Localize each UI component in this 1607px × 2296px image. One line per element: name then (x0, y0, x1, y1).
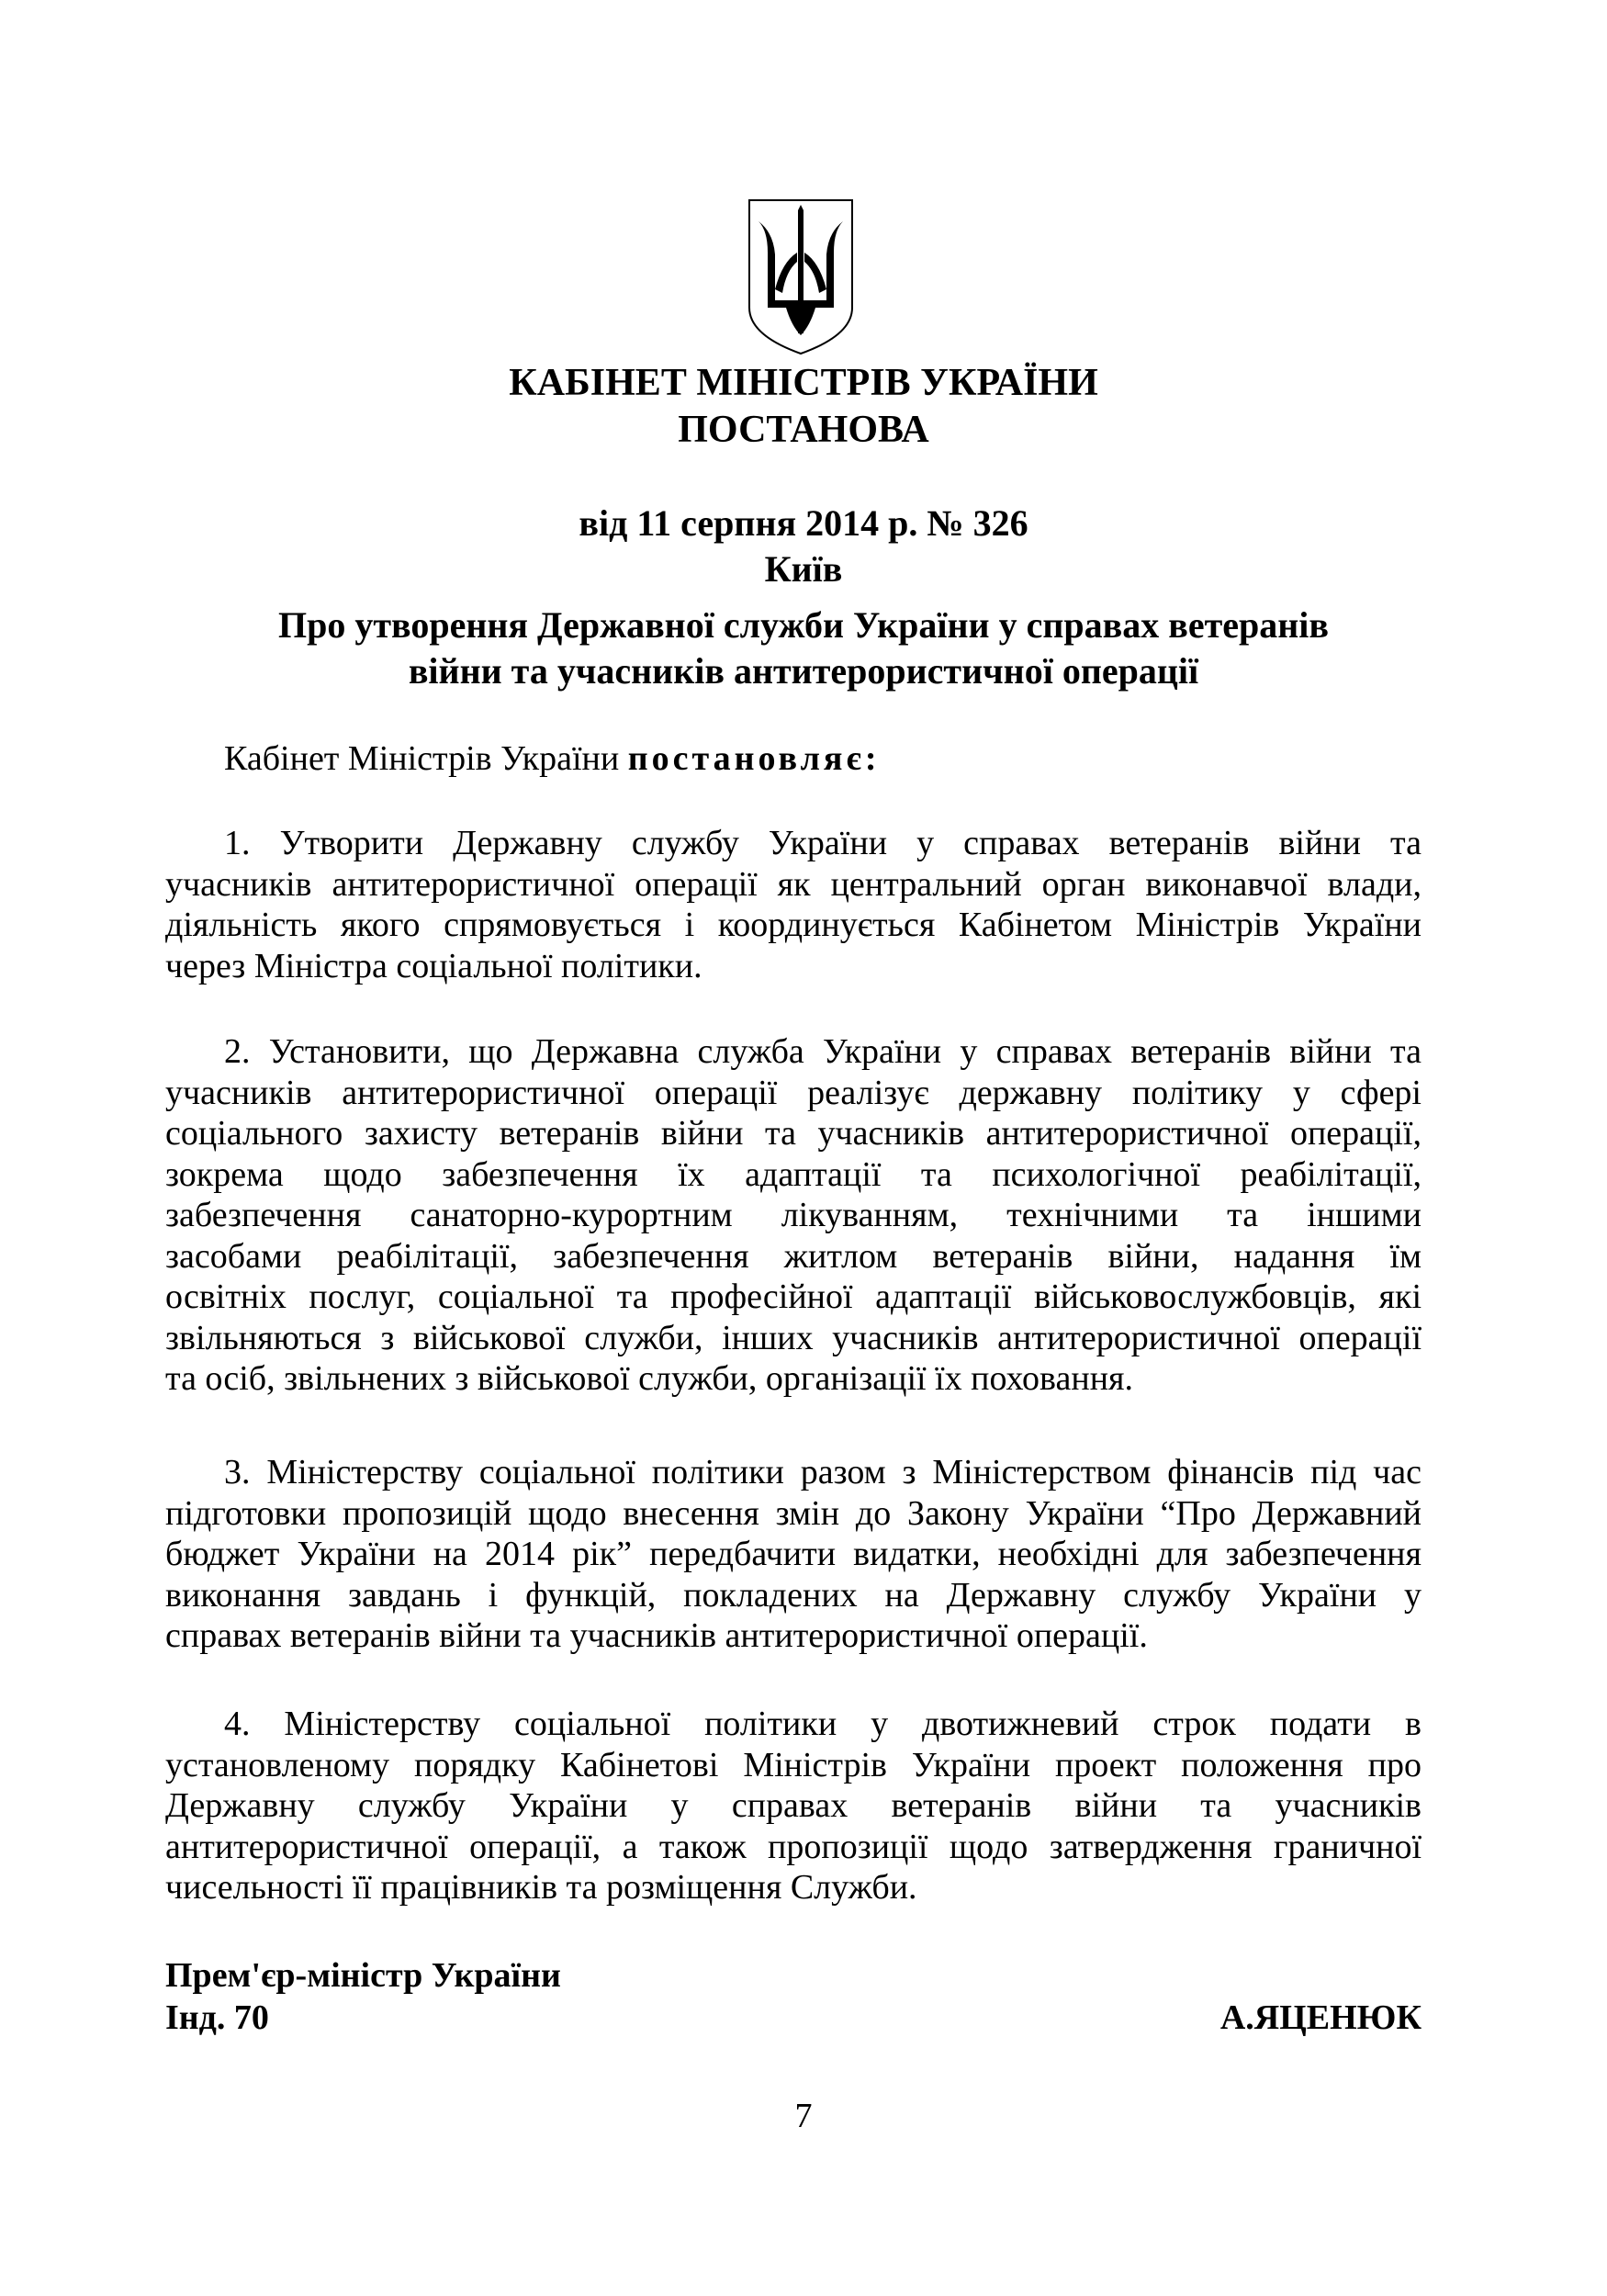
intro-paragraph (165, 738, 1422, 780)
document-date-number: від 11 серпня 2014 р. № 326 (579, 502, 1028, 544)
signatory-name: А.ЯЦЕНЮК (1219, 1998, 1422, 2037)
paragraph-line: засобами реабілітації, забезпечення житлом ветеранів війни, надання їм (165, 1236, 1422, 1276)
paragraph-line: підготовки пропозицій щодо внесення змін до Закону України “Про Державний (165, 1493, 1422, 1533)
paragraph-line: учасників антитерористичної операції реалізує державну політику у сфері (165, 1073, 1422, 1112)
document-title-line: Про утворення Державної служби України у справах ветеранів (277, 604, 1330, 646)
paragraph-line: 1. Утворити Державну службу України у справах ветеранів війни та (224, 824, 1422, 862)
intro-text: Кабінет Міністрів України (224, 739, 628, 778)
paragraph-line: справах ветеранів війни та учасників антитерористичної операції. (165, 1616, 1148, 1655)
document-type: ПОСТАНОВА (678, 409, 929, 451)
paragraph-line: Державну службу України у справах ветеранів війни та учасників (165, 1786, 1422, 1825)
header-titles (0, 360, 1607, 454)
paragraph-line: соціального захисту ветеранів війни та учасників антитерористичної операції, (165, 1114, 1422, 1153)
paragraph-line: 2. Установити, що Державна служба України у справах ветеранів війни та (224, 1032, 1422, 1071)
document-title (0, 602, 1607, 694)
paragraph-line: учасників антитерористичної операції як центральний орган виконавчої влади, (165, 864, 1422, 904)
paragraph-line: зокрема щодо забезпечення їх адаптації та психологічної реабілітації, (165, 1154, 1422, 1194)
organization-name: КАБІНЕТ МІНІСТРІВ УКРАЇНИ (509, 362, 1098, 404)
signatory-position: Прем'єр-міністр України (165, 1956, 561, 1995)
intro-emphasis: постановляє: (627, 739, 881, 778)
paragraph-line: 3. Міністерству соціальної політики разом з Міністерством фінансів під час (224, 1453, 1422, 1491)
paragraph-line: чисельності її працівників та розміщення Служби. (165, 1868, 917, 1907)
paragraph-4 (165, 1704, 1422, 1908)
paragraph-line: бюджет України на 2014 рік” передбачити видатки, необхідні для забезпечення (165, 1535, 1422, 1573)
document-city: Київ (764, 548, 843, 590)
paragraph-line: забезпечення санаторно-курортним лікуванням, технічними та іншими (165, 1196, 1422, 1234)
paragraph-line: звільняються з військової служби, інших учасників антитерористичної операції (165, 1318, 1422, 1357)
coat-of-arms-emblem (746, 197, 856, 355)
paragraph-line: 4. Міністерству соціальної політики у двотижневий строк подати в (224, 1705, 1422, 1743)
document-index: Інд. 70 (165, 1998, 269, 2037)
paragraph-line: через Міністра соціальної політики. (165, 946, 702, 985)
paragraph-line: виконання завдань і функцій, покладених на Державну службу України у (165, 1575, 1422, 1615)
signature-block (165, 1954, 561, 2039)
paragraph-line: та осіб, звільнених з військової служби, організації їх поховання. (165, 1359, 1134, 1398)
date-block (0, 501, 1607, 592)
paragraph-1 (165, 823, 1422, 986)
paragraph-line: антитерористичної операції, а також пропозиції щодо затвердження граничної (165, 1827, 1422, 1866)
paragraph-3 (165, 1452, 1422, 1657)
intro-line (165, 738, 1422, 780)
paragraph-2 (165, 1031, 1422, 1400)
paragraph-line: установленому порядку Кабінетові Міністрів України проект положення про (165, 1745, 1422, 1784)
paragraph-line: діяльність якого спрямовується і координується Кабінетом Міністрів України (165, 906, 1422, 944)
document-title-line: війни та учасників антитерористичної операції (408, 650, 1199, 692)
paragraph-line: освітніх послуг, соціальної та професійної адаптації військовослужбовців, які (165, 1277, 1422, 1316)
page-number: 7 (794, 2097, 813, 2135)
